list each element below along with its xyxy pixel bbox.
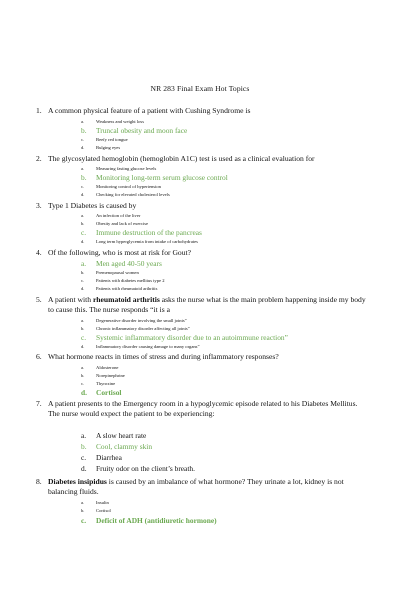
question-6 (36, 352, 366, 362)
option-letter: b. (81, 221, 85, 226)
option-letter: b. (81, 442, 87, 451)
option-text: Men aged 40-50 years (96, 259, 162, 268)
option-text: Checking for elevated cholesterol levels (96, 192, 170, 197)
option-text: Deficit of ADH (antidiuretic hormone) (96, 516, 217, 525)
question-stem (48, 477, 366, 497)
option-letter: a. (81, 213, 85, 218)
question-2 (36, 154, 366, 164)
question-stem (48, 295, 366, 315)
option-letter: c. (81, 516, 87, 525)
question-number: 8. (36, 477, 42, 486)
option-text: Premenopausal women (96, 270, 139, 275)
question-5 (36, 295, 366, 315)
option-letter: c. (81, 228, 87, 237)
question-stem: A common physical feature of a patient with Cushing Syndrome is (48, 106, 251, 115)
question-number: 1. (36, 106, 42, 115)
option-letter: d. (81, 145, 85, 150)
option-letter: b. (81, 326, 85, 331)
question-4 (36, 248, 366, 258)
stem-text: is caused by an imbalance of what hormone? They urinate a lot, kidney is not balancing fluids. (48, 477, 344, 496)
option-text: Truncal obesity and moon face (96, 126, 188, 135)
option-text: Patients with rheumatoid arthritis (96, 286, 158, 291)
stem-keyword: rheumatoid arthritis (92, 295, 160, 304)
option-text: Monitoring long-term serum glucose control (96, 173, 228, 182)
option-text: Diarrhea (96, 453, 122, 462)
option-text: Long term hyperglycemia from intake of carbohydrates (96, 239, 198, 244)
option-text: Measuring fasting glucose levels (96, 166, 157, 171)
option-letter: b. (81, 373, 85, 378)
option-letter: a. (81, 365, 85, 370)
option-text: Cortisol (96, 508, 111, 513)
question-8 (36, 477, 366, 497)
stem-text: A patient with (48, 295, 93, 304)
option-text: Thyroxine (96, 381, 116, 386)
question-stem: A patient presents to the Emergency room in a hypoglycemic episode related to his Diabetes Mellitus. The nurse would expect the patient to be experiencing: (48, 399, 358, 418)
option-letter: a. (81, 500, 85, 505)
option-text: Systemic inflammatory disorder due to an autoimmune reaction” (96, 333, 288, 342)
option-text: Obesity and lack of exercise (96, 221, 149, 226)
option-text: Aldosterone (96, 365, 119, 370)
option-letter: d. (81, 344, 85, 349)
question-number: 6. (36, 352, 42, 361)
option-letter: b. (81, 126, 87, 135)
option-text: Norepinephrine (96, 373, 125, 378)
option-text: Patients with diabetes mellitus type 2 (96, 278, 165, 283)
option-letter: d. (81, 464, 87, 473)
option-letter: c. (81, 453, 87, 462)
option-text: Immune destruction of the pancreas (96, 228, 202, 237)
option-letter: c. (81, 184, 85, 189)
option-letter: c. (81, 278, 85, 283)
option-letter: b. (81, 508, 85, 513)
option-letter: c. (81, 333, 87, 342)
option-text: Weakness and weight loss (96, 119, 144, 124)
question-7 (36, 399, 366, 419)
option-letter: a. (81, 318, 85, 323)
option-letter: a. (81, 431, 87, 440)
option-text: Inflammatory disorder causing damage to many organs” (96, 344, 200, 349)
option-text: Insulin (96, 500, 109, 505)
option-letter: a. (81, 119, 85, 124)
option-letter: d. (81, 388, 87, 397)
option-text: A slow heart rate (96, 431, 147, 440)
option-letter: d. (81, 239, 85, 244)
option-text: Degenerative disorder involving the small joints” (96, 318, 187, 323)
option-letter: c. (81, 137, 85, 142)
option-text: Cortisol (96, 388, 122, 397)
question-3 (36, 201, 366, 211)
option-letter: a. (81, 166, 85, 171)
page-title: NR 283 Final Exam Hot Topics (150, 84, 250, 93)
option-text: Bulging eyes (96, 145, 121, 150)
stem-text: asks the nurse what is the main problem happening inside my body to cause this. The nurse responds “it is a (48, 295, 366, 314)
question-number: 2. (36, 154, 42, 163)
option-letter: a. (81, 259, 87, 268)
question-number: 3. (36, 201, 42, 210)
option-text: Fruity odor on the client’s breath. (96, 464, 195, 473)
option-text: Chronic inflammatory disorder affecting all joints” (96, 326, 190, 331)
question-number: 4. (36, 248, 42, 257)
stem-keyword: Diabetes insipidus (48, 477, 107, 486)
question-stem: Of the following, who is most at risk for Gout? (48, 248, 191, 257)
question-1 (36, 106, 366, 116)
question-stem: What hormone reacts in times of stress and during inflammatory responses? (48, 352, 279, 361)
option-letter: c. (81, 381, 85, 386)
option-letter: d. (81, 192, 85, 197)
option-text: Monitoring control of hypertension (96, 184, 161, 189)
option-text: Cool, clammy skin (96, 442, 153, 451)
option-text: Beefy red tongue (96, 137, 128, 142)
question-stem: The glycosylated hemoglobin (hemoglobin A1C) test is used as a clinical evaluation for (48, 154, 315, 163)
option-letter: b. (81, 270, 85, 275)
question-number: 7. (36, 399, 42, 408)
option-letter: b. (81, 173, 87, 182)
question-stem: Type 1 Diabetes is caused by (48, 201, 137, 210)
option-text: An infection of the liver (96, 213, 141, 218)
question-number: 5. (36, 295, 42, 304)
option-letter: d. (81, 286, 85, 291)
